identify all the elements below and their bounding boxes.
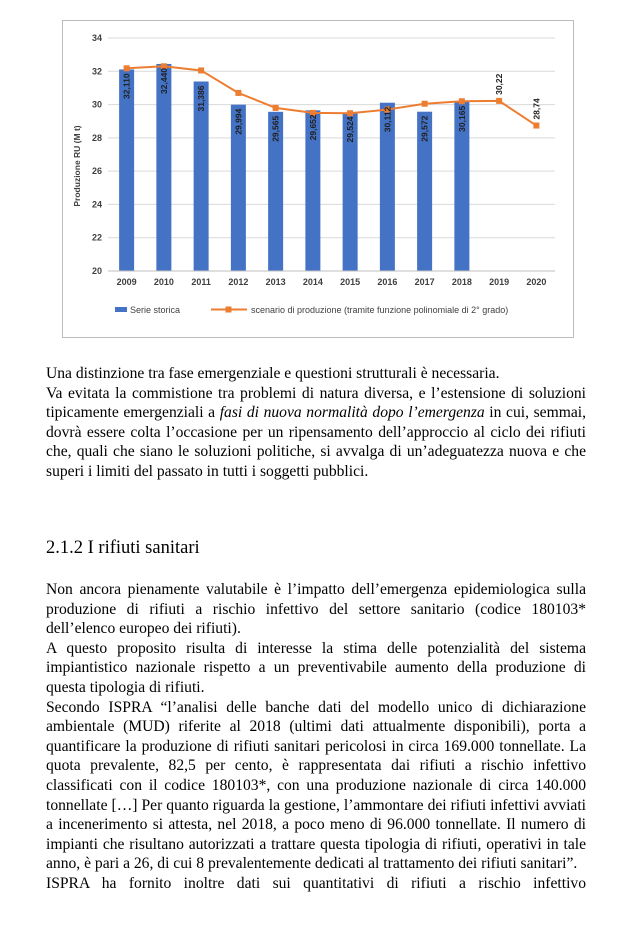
chart-svg [63, 21, 573, 337]
x-tick-label: 2017 [414, 277, 435, 287]
line-layer [121, 63, 540, 128]
sanitari-p2: A questo proposito risulta di interesse la stima delle potenzialità del sistema impiantistico nazionale rispetto a un preventivabile aumento della produzione di questa tipologia di rifiuti. [46, 639, 586, 696]
y-tick-label: 30 [91, 99, 102, 110]
bar-data-label: 29,652 [307, 114, 318, 141]
label-layer [122, 68, 542, 143]
x-tick-label: 2014 [302, 277, 323, 287]
x-tick-label: 2019 [489, 277, 510, 287]
bar-data-label: 29,572 [419, 115, 430, 142]
y-tick-label: 32 [91, 66, 102, 77]
bar-data-label: 31,386 [196, 85, 207, 112]
x-tick-label: 2012 [228, 277, 249, 287]
bar-layer [119, 64, 469, 271]
bar-data-label: 29,524 [345, 116, 356, 143]
x-tick-label: 2020 [526, 277, 547, 287]
y-tick-label: 28 [91, 132, 102, 143]
bar-data-label: 29,994 [233, 108, 244, 135]
legend-scenario-label: scenario di produzione (tramite funzione polinomiale di 2° grado) [251, 305, 509, 315]
x-tick-label: 2010 [153, 277, 174, 287]
x-tick-label: 2016 [377, 277, 398, 287]
scenario-marker [198, 67, 204, 73]
scenario-marker [235, 90, 241, 96]
y-tick-label: 34 [91, 33, 102, 43]
y-tick-label: 26 [91, 166, 102, 177]
sanitari-p1: Non ancora pienamente valutabile è l’impatto dell’emergenza epidemiologica sulla produzione di rifiuti a rischio infettivo del settore sanitario (codice 180103* dell’elenco europeo dei rifiuti). [46, 581, 586, 638]
x-tick-label: 2013 [265, 277, 286, 287]
bar [156, 64, 171, 271]
intro-italic: fasi di nuova normalità dopo l’emergenza [219, 404, 485, 422]
y-tick-label: 22 [91, 232, 102, 243]
scenario-marker [124, 65, 130, 71]
paragraph-sanitari [46, 580, 586, 894]
intro-line: Una distinzione tra fase emergenziale e questioni strutturali è necessaria. [46, 365, 500, 382]
legend-line-marker [226, 307, 232, 313]
sanitari-p4: ISPRA ha fornito inoltre dati sui quantitativi di rifiuti a rischio infettivo [46, 874, 586, 892]
y-tick-label: 20 [91, 266, 102, 276]
x-tick-label: 2009 [116, 277, 137, 287]
bar-data-label: 30,165 [456, 105, 467, 132]
section-heading: 2.1.2 I rifiuti sanitari [46, 538, 200, 558]
intro-body [46, 384, 586, 482]
legend [115, 305, 508, 315]
scenario-marker [347, 110, 353, 116]
legend-bar-swatch [115, 307, 127, 312]
bar-data-label: 30,112 [382, 106, 393, 133]
legend-series-label: Serie storica [130, 305, 181, 315]
bar-data-label: 32,440 [158, 67, 169, 94]
scenario-data-label: 30,22 [494, 73, 505, 95]
intro-body-start: Va evitata la commistione tra problemi di natura diversa, e l’estensione di soluzioni tipicamente emergenziali a [46, 384, 586, 422]
scenario-data-label: 28,74 [531, 98, 542, 120]
x-tick-label: 2015 [340, 277, 361, 287]
y-axis-label: Produzione RU (M t) [72, 125, 82, 207]
x-tick-label: 2011 [191, 277, 211, 287]
scenario-marker [422, 101, 428, 107]
scenario-marker [533, 123, 539, 129]
paragraph-intro [46, 364, 586, 482]
scenario-marker [273, 105, 279, 111]
production-chart [62, 20, 574, 338]
sanitari-p3: Secondo ISPRA “l’analisi delle banche dati del modello unico di dichiarazione ambientale (MUD) riferite al 2018 (ultimi dati attualmente disponibili), porta a quantificare la produzione di rifiuti sanitari pericolosi in circa 169.000 tonnellate. La quota prevalente, 82,5 per cento, è rappresentata dai rifiuti a rischio infettivo classificati con il codice 180103*, con una produzione nazionale di circa 140.000 tonnellate […] Per quanto riguarda la gestione, l’ammontare dei rifiuti infettivi avviati a incenerimento si attesta, nel 2018, a poco meno di 96.000 tonnellate. Il numero di impianti che risultano autorizzati a trattare questa tipologia di rifiuti, operativi in tale anno, è pari a 26, di cui 8 prevalentemente dedicati al trattamento dei rifiuti sanitari”. [46, 698, 586, 873]
y-tick-label: 24 [91, 199, 102, 210]
x-tick-label: 2018 [451, 277, 472, 287]
scenario-marker [496, 98, 502, 104]
bar-data-label: 32,110 [121, 73, 132, 99]
bar-data-label: 29,565 [270, 115, 281, 142]
scenario-marker [459, 98, 465, 104]
grid-layer [108, 38, 555, 271]
intro-body-end: in cui, semmai, dovrà essere colta l’occasione per un ripensamento dell’approccio al ciclo dei rifiuti che, quali che siano le soluzioni politiche, si avvalga di un’adeguatezza nuova e che superi i limiti del passato in tutti i soggetti pubblici. [46, 404, 586, 480]
scenario-line [127, 66, 537, 125]
